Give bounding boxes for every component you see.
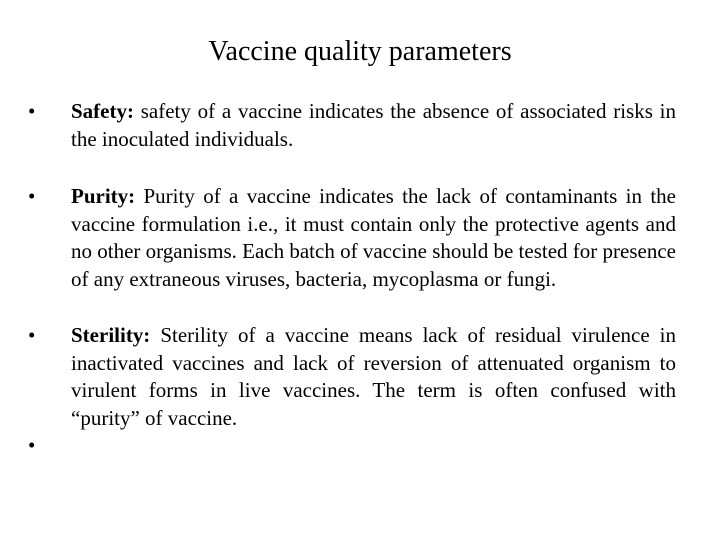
bullet-list [28, 98, 676, 460]
bullet-term: Sterility: [71, 323, 151, 347]
bullet-marker: • [28, 323, 36, 347]
bullet-text: Sterility of a vaccine means lack of residual virulence in inactivated vaccines and lack of reversion of attenuated organism to virulent forms in live vaccines. The term is often confused with “purity” of vaccine. [71, 323, 676, 430]
bullet-marker: • [28, 99, 36, 123]
bullet-item-empty [28, 432, 676, 460]
bullet-item-sterility [28, 322, 676, 432]
bullet-marker: • [28, 433, 36, 457]
slide-title: Vaccine quality parameters [208, 36, 512, 67]
bullet-term: Purity: [71, 184, 136, 208]
bullet-marker: • [28, 184, 36, 208]
bullet-item-purity [28, 183, 676, 293]
bullet-term: Safety: [71, 99, 134, 123]
bullet-item-safety [28, 98, 676, 153]
bullet-text: Purity of a vaccine indicates the lack of contaminants in the vaccine formulation i.e., it must contain only the protective agents and no other organisms. Each batch of vaccine should be tested for presence of any extraneous viruses, bacteria, mycoplasma or fungi. [71, 184, 676, 291]
bullet-text: safety of a vaccine indicates the absence of associated risks in the inoculated individuals. [71, 99, 676, 151]
